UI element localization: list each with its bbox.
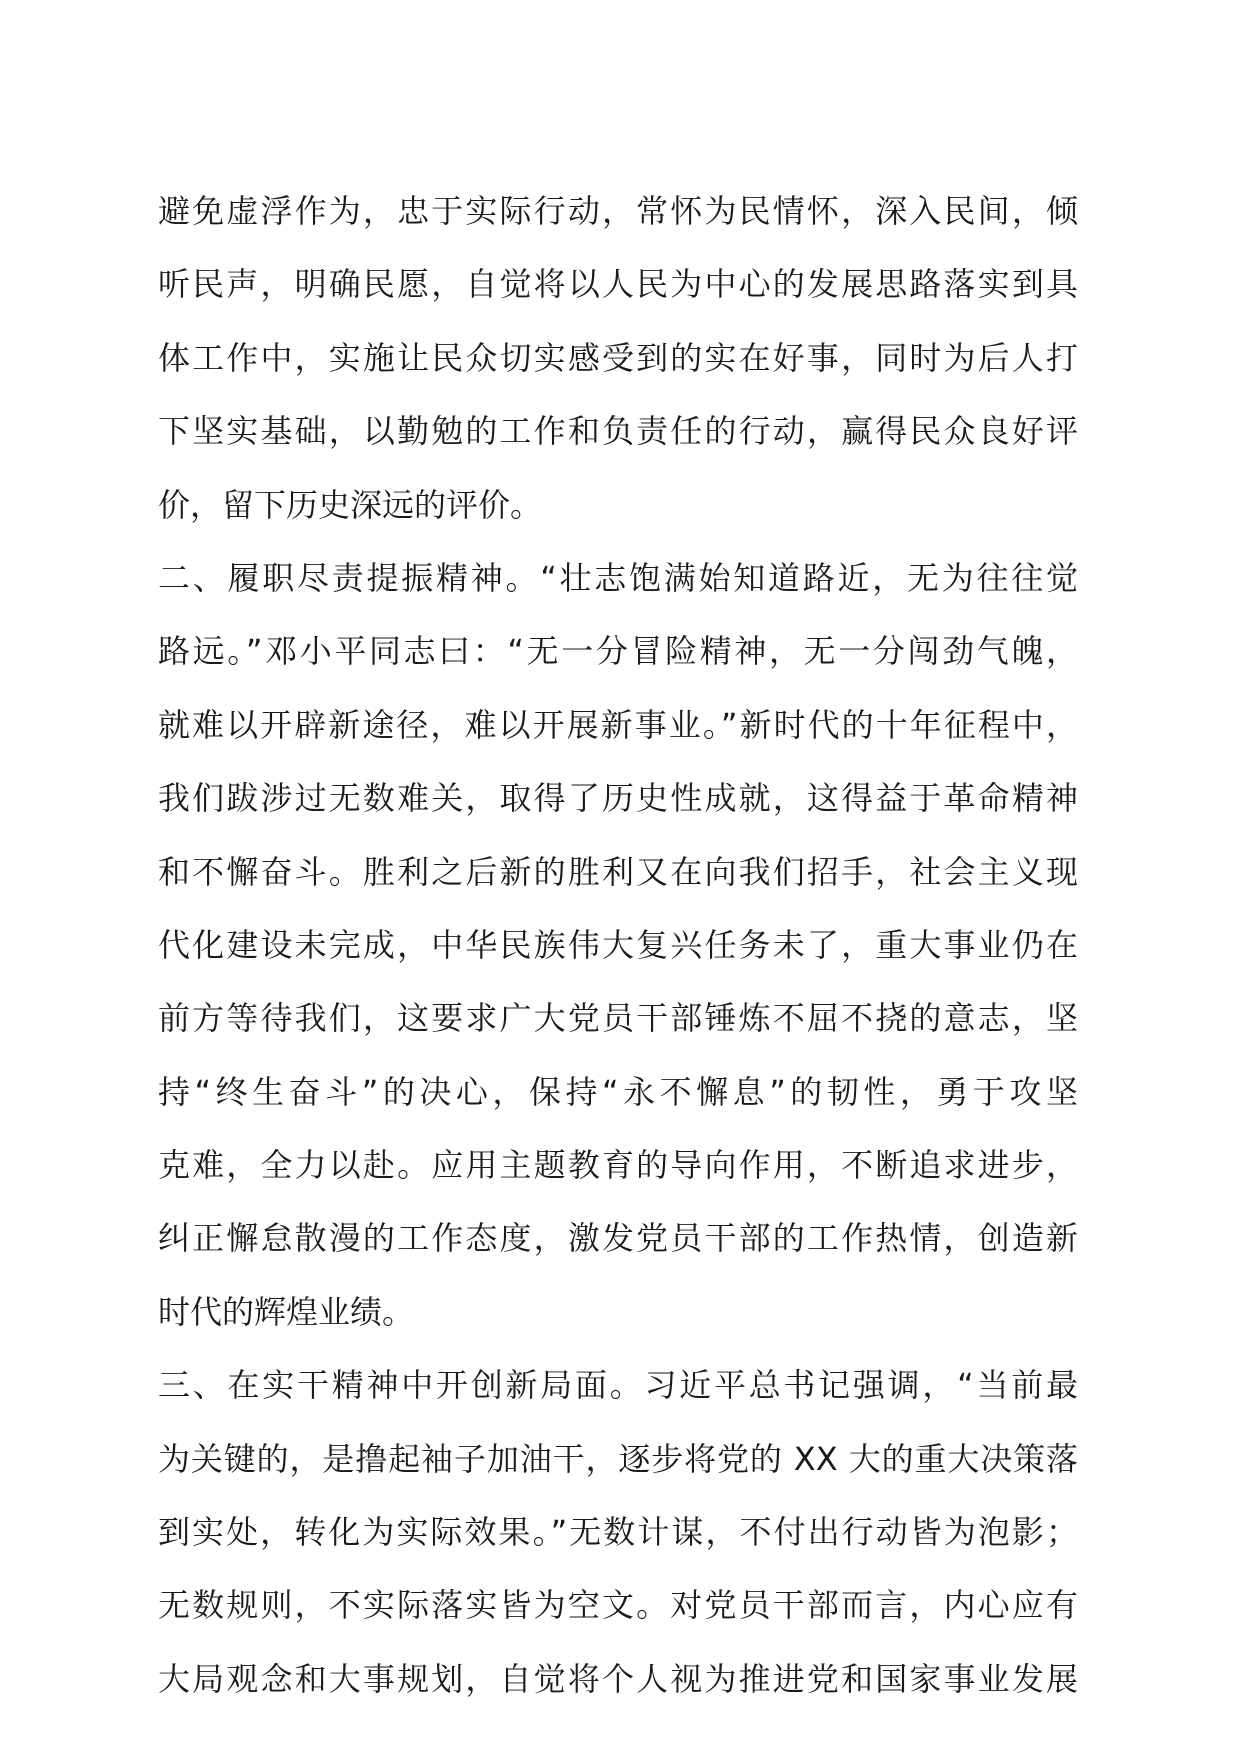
- text-line-5: 价，留下历史深远的评价。: [158, 485, 543, 524]
- text-line-6: 二、履职尽责提振精神。“壮志饱满始知道路近，无为往往觉: [158, 558, 1078, 597]
- text-line-8: 就难以开辟新途径，难以开展新事业。”新时代的十年征程中，: [158, 705, 1078, 744]
- text-line-7: 路远。”邓小平同志曰：“无一分冒险精神，无一分闯劲气魄，: [158, 632, 1078, 671]
- text-line-12: 前方等待我们，这要求广大党员干部锤炼不屈不挠的意志，坚: [158, 999, 1078, 1038]
- text-line-15: 纠正懈怠散漫的工作态度，激发党员干部的工作热情，创造新: [158, 1219, 1078, 1258]
- body-text: [158, 186, 1078, 1727]
- text-line-14: 克难，全力以赴。应用主题教育的导向作用，不断追求进步，: [158, 1146, 1078, 1185]
- text-line-20: 无数规则，不实际落实皆为空文。对党员干部而言，内心应有: [158, 1586, 1078, 1625]
- text-line-10: 和不懈奋斗。胜利之后新的胜利又在向我们招手，社会主义现: [158, 852, 1078, 891]
- text-line-21: 大局观念和大事规划，自觉将个人视为推进党和国家事业发展: [158, 1659, 1078, 1698]
- text-line-19: 到实处，转化为实际效果。”无数计谋，不付出行动皆为泡影；: [158, 1513, 1078, 1552]
- text-line-13: 持“终生奋斗”的决心，保持“永不懈息”的韧性，勇于攻坚: [158, 1072, 1078, 1111]
- text-line-17: 三、在实干精神中开创新局面。习近平总书记强调，“当前最: [158, 1366, 1078, 1405]
- text-line-2: 听民声，明确民愿，自觉将以人民为中心的发展思路落实到具: [158, 265, 1078, 304]
- text-line-11: 代化建设未完成，中华民族伟大复兴任务未了，重大事业仍在: [158, 925, 1078, 964]
- text-line-9: 我们跋涉过无数难关，取得了历史性成就，这得益于革命精神: [158, 779, 1078, 818]
- text-line-4: 下坚实基础，以勤勉的工作和负责任的行动，赢得民众良好评: [158, 412, 1078, 451]
- text-line-18: 为关键的，是撸起袖子加油干，逐步将党的 XX 大的重大决策落: [158, 1439, 1078, 1478]
- text-line-16: 时代的辉煌业绩。: [158, 1292, 415, 1331]
- text-line-1: 避免虚浮作为，忠于实际行动，常怀为民情怀，深入民间，倾: [158, 192, 1078, 230]
- text-line-3: 体工作中，实施让民众切实感受到的实在好事，同时为后人打: [158, 338, 1078, 377]
